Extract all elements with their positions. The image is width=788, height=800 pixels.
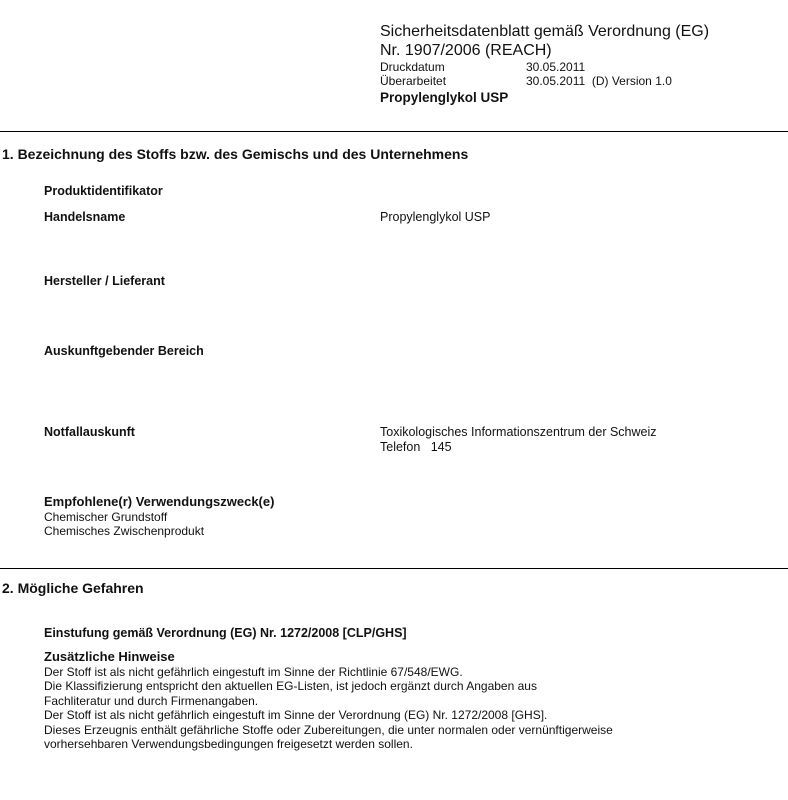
document-title-line1: Sicherheitsdatenblatt gemäß Verordnung (EG) <box>380 23 710 40</box>
trade-name-value: Propylenglykol USP <box>380 210 491 224</box>
recommended-use-2: Chemisches Zwischenprodukt <box>44 524 205 538</box>
recommended-uses-block <box>44 495 274 539</box>
section2-title: 2. Mögliche Gefahren <box>2 580 144 596</box>
additional-notes-block <box>44 650 764 752</box>
document-title-line2: Nr. 1907/2006 (REACH) <box>380 42 552 59</box>
product-identifier-label: Produktidentifikator <box>44 184 163 198</box>
revised-label: Überarbeitet <box>380 74 447 88</box>
additional-notes-heading: Zusätzliche Hinweise <box>44 649 175 664</box>
product-name: Propylenglykol USP <box>380 90 509 105</box>
manufacturer-label: Hersteller / Lieferant <box>44 274 165 288</box>
notes-line-1: Der Stoff ist als nicht gefährlich eingestuft im Sinne der Richtlinie 67/548/EWG. <box>44 664 463 679</box>
emergency-line1: Toxikologisches Informationszentrum der Schweiz <box>380 425 657 439</box>
notes-line-6: vorhersehbaren Verwendungsbedingungen freigesetzt werden sollen. <box>44 737 413 751</box>
trade-name-label: Handelsname <box>44 210 126 224</box>
print-date-label: Druckdatum <box>380 60 445 74</box>
emergency-line2: Telefon 145 <box>380 440 452 454</box>
print-date-value: 30.05.2011 <box>526 60 586 74</box>
revised-row <box>380 74 780 88</box>
section1-divider <box>0 131 788 132</box>
revised-value: 30.05.2011 (D) Version 1.0 <box>526 74 672 88</box>
document-header <box>380 22 780 105</box>
recommended-use-1: Chemischer Grundstoff <box>44 509 168 524</box>
information-area-label: Auskunftgebender Bereich <box>44 344 204 358</box>
notes-line-3: Fachliteratur und durch Firmenangaben. <box>44 693 259 708</box>
classification-label: Einstufung gemäß Verordnung (EG) Nr. 1272/2008 [CLP/GHS] <box>44 626 407 640</box>
notes-line-5: Dieses Erzeugnis enthält gefährliche Stoffe oder Zubereitungen, die unter normalen oder vernünftigerweise <box>44 722 613 737</box>
section2-divider <box>0 568 788 569</box>
emergency-value <box>380 425 657 455</box>
notes-line-4: Der Stoff ist als nicht gefährlich eingestuft im Sinne der Verordnung (EG) Nr. 1272/2008 [GHS]. <box>44 708 548 722</box>
recommended-uses-heading: Empfohlene(r) Verwendungszweck(e) <box>44 494 275 509</box>
emergency-label: Notfallauskunft <box>44 425 135 439</box>
section1-title: 1. Bezeichnung des Stoffs bzw. des Gemischs und des Unternehmens <box>2 146 469 162</box>
print-date-row <box>380 60 780 74</box>
notes-line-2: Die Klassifizierung entspricht den aktuellen EG-Listen, ist jedoch ergänzt durch Angaben aus <box>44 679 537 693</box>
